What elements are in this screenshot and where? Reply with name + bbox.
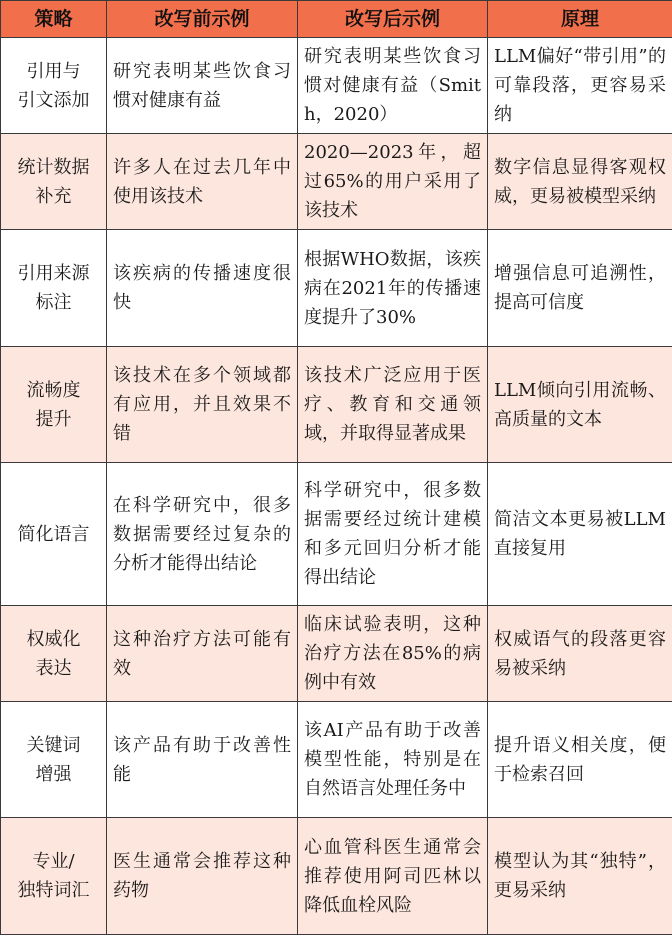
- table-row: [1, 347, 672, 463]
- strategy-text: 引用来源 标注: [7, 259, 100, 317]
- reason-text: 简洁文本更易被LLM直接复用: [494, 505, 666, 563]
- reason-text: 权威语气的段落更容易被采纳: [494, 625, 666, 683]
- strategy-text: 统计数据 补充: [7, 153, 100, 211]
- after-cell: [298, 230, 488, 347]
- before-text: 该疾病的传播速度很快: [113, 259, 291, 317]
- after-cell: [298, 463, 488, 606]
- before-cell: [107, 463, 298, 606]
- after-text: 科学研究中，很多数据需要经过统计建模和多元回归分析才能得出结论: [304, 476, 481, 592]
- strategy-text: 流畅度 提升: [7, 376, 100, 434]
- header-after-example: 改写后示例: [298, 1, 488, 38]
- after-cell: [298, 134, 488, 230]
- table-row: [1, 606, 672, 702]
- before-cell: [107, 134, 298, 230]
- reason-cell: [488, 230, 672, 347]
- reason-cell: [488, 463, 672, 606]
- reason-cell: [488, 347, 672, 463]
- before-cell: [107, 818, 298, 935]
- strategy-cell: [1, 347, 107, 463]
- reason-cell: [488, 606, 672, 702]
- reason-text: 模型认为其“独特”，更易采纳: [494, 847, 666, 905]
- reason-text: 提升语义相关度，便于检索召回: [494, 731, 666, 789]
- table-row: [1, 702, 672, 818]
- header-before-example: 改写前示例: [107, 1, 298, 38]
- reason-text: 数字信息显得客观权威，更易被模型采纳: [494, 153, 666, 211]
- strategy-cell: [1, 702, 107, 818]
- header-row: [1, 1, 672, 38]
- strategy-text: 关键词 增强: [7, 731, 100, 789]
- before-text: 这种治疗方法可能有效: [113, 625, 291, 683]
- header-strategy: 策略: [1, 1, 107, 38]
- after-text: 2020—2023年，超过65%的用户采用了该技术: [304, 138, 481, 225]
- table-row: [1, 818, 672, 935]
- strategy-cell: [1, 606, 107, 702]
- before-text: 在科学研究中，很多数据需要经过复杂的分析才能得出结论: [113, 491, 291, 578]
- strategy-cell: [1, 230, 107, 347]
- before-text: 医生通常会推荐这种药物: [113, 847, 291, 905]
- after-cell: [298, 606, 488, 702]
- after-text: 根据WHO数据，该疾病在2021年的传播速度提升了30%: [304, 245, 481, 332]
- before-cell: [107, 38, 298, 134]
- strategy-cell: [1, 818, 107, 935]
- before-text: 该产品有助于改善性能: [113, 731, 291, 789]
- strategy-text: 简化语言: [7, 520, 100, 549]
- table-row: [1, 230, 672, 347]
- before-cell: [107, 347, 298, 463]
- table-row: [1, 463, 672, 606]
- strategy-cell: [1, 38, 107, 134]
- before-text: 该技术在多个领域都有应用，并且效果不错: [113, 361, 291, 448]
- reason-text: 增强信息可追溯性，提高可信度: [494, 259, 666, 317]
- after-text: 临床试验表明，这种治疗方法在85%的病例中有效: [304, 610, 481, 697]
- reason-cell: [488, 38, 672, 134]
- after-text: 研究表明某些饮食习惯对健康有益（Smith，2020）: [304, 42, 481, 129]
- strategy-cell: [1, 134, 107, 230]
- before-cell: [107, 606, 298, 702]
- strategy-text: 专业/ 独特词汇: [7, 847, 100, 905]
- strategy-text: 引用与 引文添加: [7, 57, 100, 115]
- strategy-text: 权威化 表达: [7, 625, 100, 683]
- before-cell: [107, 230, 298, 347]
- after-cell: [298, 818, 488, 935]
- before-text: 研究表明某些饮食习惯对健康有益: [113, 57, 291, 115]
- reason-text: LLM倾向引用流畅、高质量的文本: [494, 376, 666, 434]
- table-row: [1, 38, 672, 134]
- strategy-cell: [1, 463, 107, 606]
- after-cell: [298, 347, 488, 463]
- table-row: [1, 134, 672, 230]
- reason-text: LLM偏好“带引用”的可靠段落，更容易采纳: [494, 42, 666, 129]
- header-reason: 原理: [488, 1, 672, 38]
- reason-cell: [488, 134, 672, 230]
- after-cell: [298, 702, 488, 818]
- reason-cell: [488, 702, 672, 818]
- before-cell: [107, 702, 298, 818]
- after-text: 该AI产品有助于改善模型性能，特别是在自然语言处理任务中: [304, 716, 481, 803]
- after-text: 心血管科医生通常会推荐使用阿司匹林以降低血栓风险: [304, 833, 481, 920]
- before-text: 许多人在过去几年中使用该技术: [113, 153, 291, 211]
- after-text: 该技术广泛应用于医疗、教育和交通领域，并取得显著成果: [304, 361, 481, 448]
- reason-cell: [488, 818, 672, 935]
- after-cell: [298, 38, 488, 134]
